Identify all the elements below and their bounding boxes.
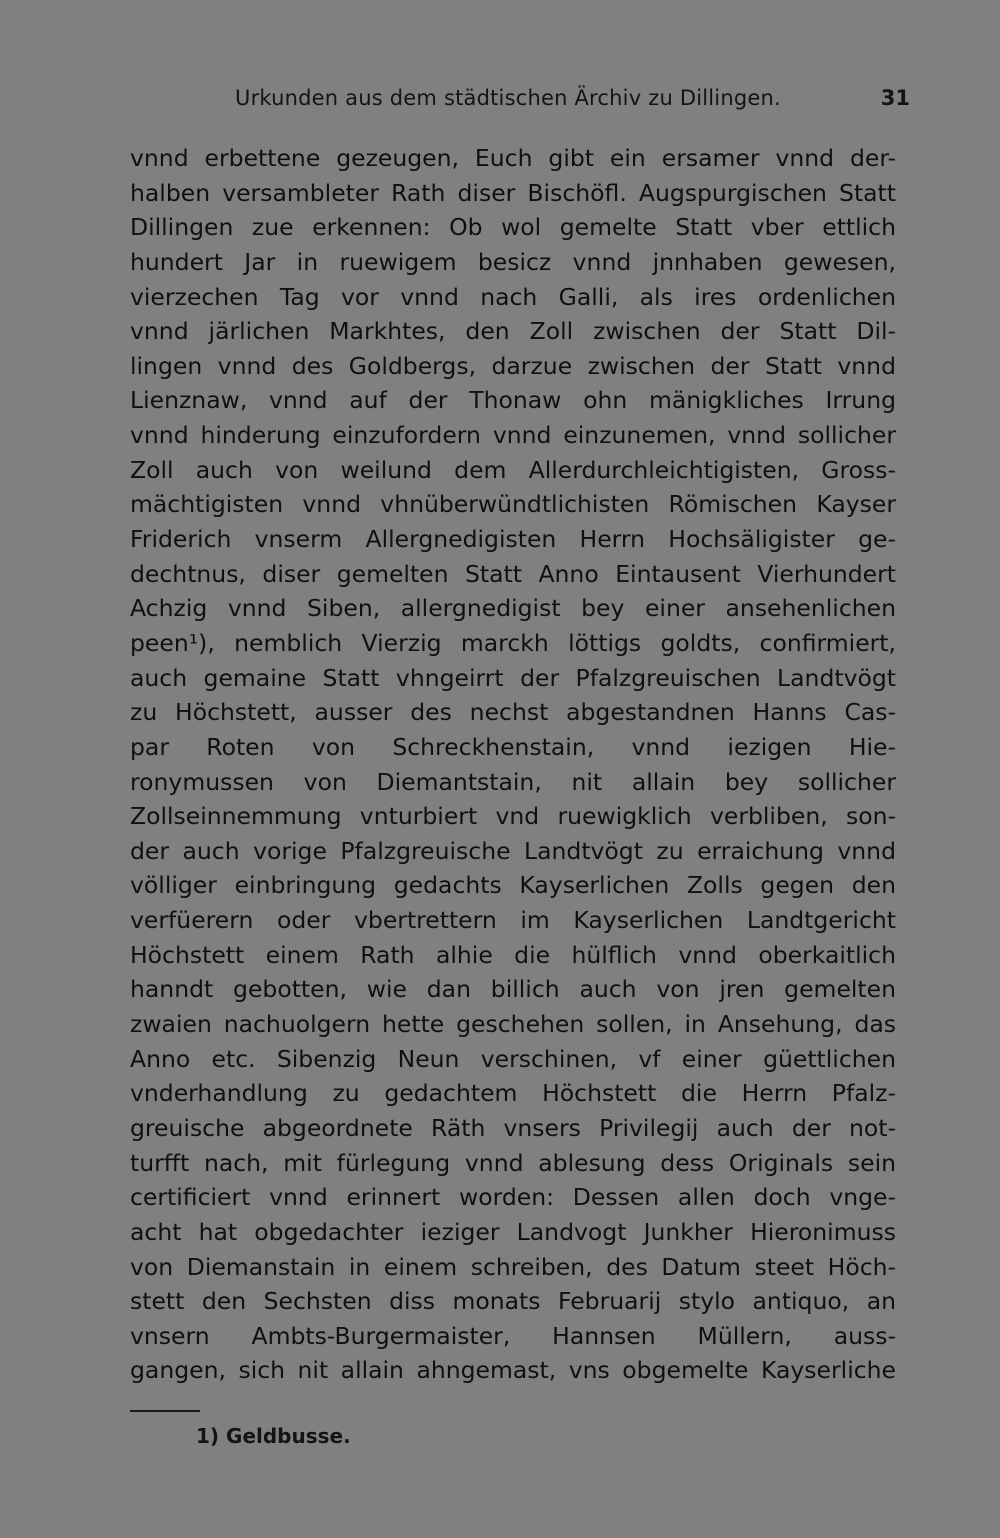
text-line: certificiert vnnd erinnert worden: Dessen allen doch vnge-: [130, 1183, 896, 1212]
text-line: dechtnus, diser gemelten Statt Anno Eintausent Vierhundert: [130, 559, 896, 588]
body-text: [130, 141, 896, 1388]
text-line: Friderich vnserm Allergnedigisten Herrn Hochsäligister ge-: [130, 525, 896, 554]
text-line: Achzig vnnd Siben, allergnedigist bey einer ansehenlichen: [130, 594, 896, 623]
text-line: Zollseinnemmung vnturbiert vnd ruewigklich verbliben, son-: [130, 802, 896, 831]
text-line: zwaien nachuolgern hette geschehen sollen, in Ansehung, das: [130, 1010, 896, 1039]
text-line: stett den Sechsten diss monats Februarij stylo antiquo, an: [130, 1287, 896, 1316]
text-line: lingen vnnd des Goldbergs, darzue zwischen der Statt vnnd: [130, 351, 896, 380]
text-line: vnderhandlung zu gedachtem Höchstett die Herrn Pfalz-: [130, 1079, 896, 1108]
text-line: von Diemanstain in einem schreiben, des Datum steet Höch-: [130, 1252, 896, 1281]
text-line: par Roten von Schreckhenstain, vnnd iezigen Hie-: [130, 732, 896, 761]
running-title: Urkunden aus dem städtischen Ärchiv zu Dillingen.: [235, 86, 781, 110]
text-line: mächtigisten vnnd vhnüberwündtlichisten Römischen Kayser: [130, 490, 896, 519]
text-line: turfft nach, mit fürlegung vnnd ablesung dess Originals sein: [130, 1148, 896, 1177]
text-line: Lienznaw, vnnd auf der Thonaw ohn mänigkliches Irrung: [130, 386, 896, 415]
text-line: verfüerern oder vbertrettern im Kayserlichen Landtgericht: [130, 906, 896, 935]
text-line: hanndt gebotten, wie dan billich auch von jren gemelten: [130, 975, 896, 1004]
text-line: vnsern Ambts-Burgermaister, Hannsen Müllern, auss-: [130, 1321, 896, 1350]
text-line: Höchstett einem Rath alhie die hülflich vnnd oberkaitlich: [130, 940, 896, 969]
text-line: halben versambleter Rath diser Bischöfl. Augspurgischen Statt: [130, 178, 896, 207]
text-line: völliger einbringung gedachts Kayserlichen Zolls gegen den: [130, 871, 896, 900]
footnote: [196, 1424, 351, 1448]
text-line: gangen, sich nit allain ahngemast, vns obgemelte Kayserliche: [130, 1356, 896, 1385]
text-line: peen¹), nemblich Vierzig marckh löttigs goldts, confirmiert,: [130, 628, 896, 657]
text-line: Anno etc. Sibenzig Neun verschinen, vf einer güettlichen: [130, 1044, 896, 1073]
text-line: Zoll auch von weilund dem Allerdurchleichtigisten, Gross-: [130, 455, 896, 484]
text-line: hundert Jar in ruewigem besicz vnnd jnnhaben gewesen,: [130, 247, 896, 276]
text-line: vnnd järlichen Markhtes, den Zoll zwischen der Statt Dil-: [130, 317, 896, 346]
text-line: acht hat obgedachter ieziger Landvogt Junkher Hieronimuss: [130, 1217, 896, 1246]
footnote-text: Geldbusse.: [226, 1424, 351, 1448]
text-line: auch gemaine Statt vhngeirrt der Pfalzgreuischen Landtvögt: [130, 663, 896, 692]
text-line: Dillingen zue erkennen: Ob wol gemelte Statt vber ettlich: [130, 213, 896, 242]
text-line: greuische abgeordnete Räth vnsers Privilegij auch der not-: [130, 1113, 896, 1142]
text-line: vnnd hinderung einzufordern vnnd einzunemen, vnnd sollicher: [130, 421, 896, 450]
text-line: vnnd erbettene gezeugen, Euch gibt ein ersamer vnnd der-: [130, 144, 896, 172]
page-number: 31: [880, 86, 910, 110]
text-line: der auch vorige Pfalzgreuische Landtvögt zu erraichung vnnd: [130, 836, 896, 865]
text-line: zu Höchstett, ausser des nechst abgestandnen Hanns Cas-: [130, 698, 896, 727]
footnote-divider: [130, 1410, 200, 1412]
text-line: ronymussen von Diemantstain, nit allain bey sollicher: [130, 767, 896, 796]
text-line: vierzechen Tag vor vnnd nach Galli, als ires ordenlichen: [130, 282, 896, 311]
footnote-marker: 1): [196, 1424, 220, 1448]
